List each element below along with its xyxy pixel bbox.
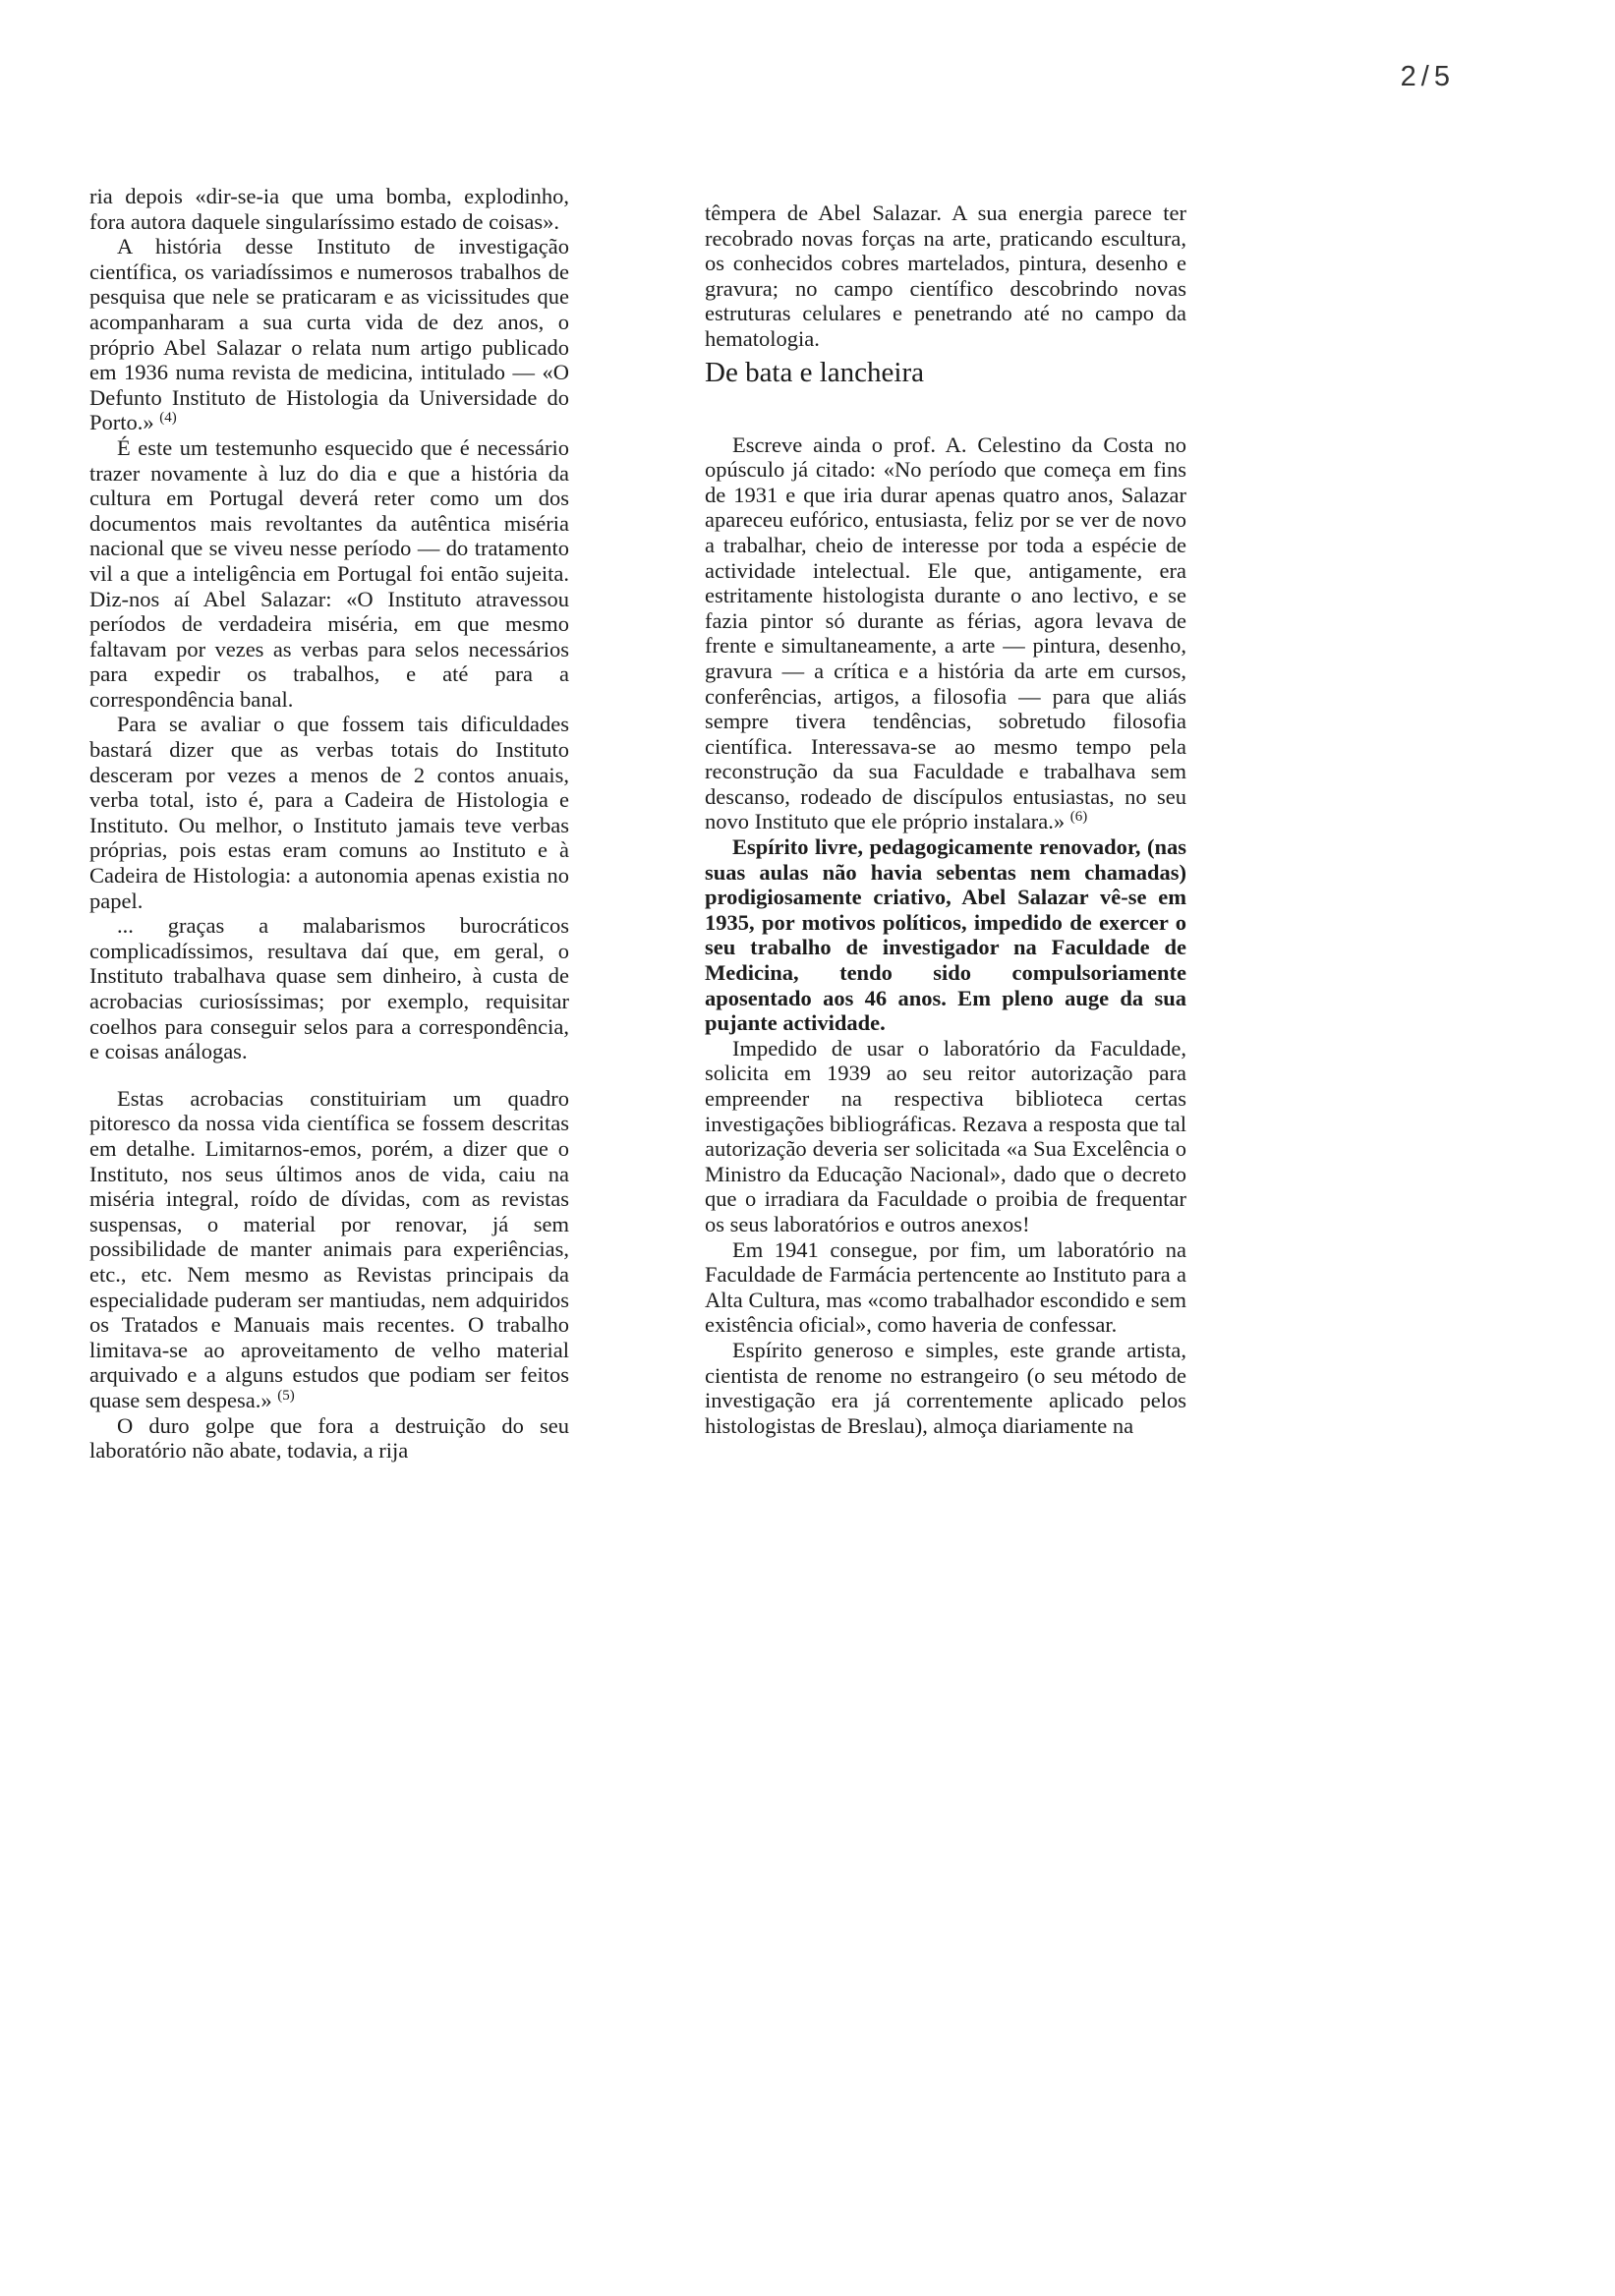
paragraph <box>89 1086 569 1413</box>
paragraph: têmpera de Abel Salazar. A sua energia parece ter recobrado novas forças na arte, praticando escultura, os conhecidos cobres martelados, pintura, desenho e gravura; no campo científico descobrindo novas estruturas celulares e penetrando até no campo da hematologia. <box>705 201 1186 351</box>
footnote-reference: (4) <box>159 410 177 427</box>
left-column <box>89 184 569 1464</box>
paragraph <box>89 712 569 913</box>
paragraph <box>89 435 569 713</box>
paragraph-text: Escreve ainda o prof. A. Celestino da Costa no opúsculo já citado: «No período que começa em fins de 1931 e que iria durar apenas quatro anos, Salazar apareceu eufórico, entusiasta, feliz por se ver de novo a trabalhar, cheio de interesse por toda a espécie de actividade intelectual. Ele que, antigamente, era estritamente histologista durante o ano lectivo, e se fazia pintor só durante as férias, agora levava de frente e simultaneamente, a arte — pintura, desenho, gravura — a crítica e a história da arte em cursos, conferências, artigos, a filosofia — para que aliás sempre tivera tendências, sobretudo filosofia científica. Interessava-se ao mesmo tempo pela reconstrução da sua Faculdade e trabalhava sem descanso, rodeado de discípulos entusiastas, no seu novo Instituto que ele próprio instalara.» <box>705 431 1186 834</box>
paragraph-text: Impedido de usar o laboratório da Faculdade, solicita em 1939 ao seu reitor autorização para empreender na respectiva biblioteca certas investigações bibliográficas. Rezava a resposta que tal autorização deveria ser solicitada «a Sua Excelência o Ministro da Educação Nacional», dado que o decreto que o irradiara da Faculdade o proibia de frequentar os seus laboratórios e outros anexos! <box>705 1035 1186 1236</box>
paragraph <box>705 834 1186 1036</box>
paragraph-text: A história desse Instituto de investigação científica, os variadíssimos e numerosos trabalhos de pesquisa que nele se praticaram e as vicissitudes que acompanharam a sua curta vida de dez anos, o próprio Abel Salazar o relata num artigo publicado em 1936 numa revista de medicina, intitulado — «O Defunto Instituto de Histologia da Universidade do Porto.» <box>89 234 569 435</box>
paragraph-text: ria depois «dir-se-ia que uma bomba, explodinho, fora autora daquele singularíssimo estado de coisas». <box>89 184 569 234</box>
paragraph <box>89 234 569 435</box>
paragraph-text: É este um testemunho esquecido que é necessário trazer novamente à luz do dia e que a história da cultura em Portugal deverá reter como um dos documentos mais revoltantes da autêntica miséria nacional que se viveu nesse período — do tratamento vil a que a inteligência em Portugal foi então sujeita. Diz-nos aí Abel Salazar: «O Instituto atravessou períodos de verdadeira miséria, em que mesmo faltavam por vezes as verbas para selos necessários para expedir os trabalhos, e até para a correspondência banal. <box>89 434 569 712</box>
paragraph <box>705 432 1186 835</box>
paragraph-text: Em 1941 consegue, por fim, um laboratório na Faculdade de Farmácia pertencente ao Instituto para a Alta Cultura, mas «como trabalhador escondido e sem existência oficial», como haveria de confessar. <box>705 1236 1186 1338</box>
paragraph <box>705 1338 1186 1438</box>
paragraph <box>705 1237 1186 1338</box>
paragraph <box>89 1413 569 1464</box>
right-column <box>705 201 1186 1438</box>
paragraph-text: O duro golpe que fora a destruição do seu laboratório não abate, todavia, a rija <box>89 1412 569 1464</box>
paragraph-text: Espírito livre, pedagogicamente renovador, (nas suas aulas não havia sebentas nem chamadas) prodigiosamente criativo, Abel Salazar vê-se em 1935, por motivos políticos, impedido de exercer o seu trabalho de investigador na Faculdade de Medicina, tendo sido compulsoriamente aposentado aos 46 anos. Em pleno auge da sua pujante actividade. <box>705 834 1186 1036</box>
paragraph-text: Espírito generoso e simples, este grande artista, cientista de renome no estrangeiro (o seu método de investigação era já correntemente aplicado pelos histologistas de Breslau), almoça diariamente na <box>705 1337 1186 1438</box>
paragraph <box>89 184 569 234</box>
paragraph-text: Para se avaliar o que fossem tais dificuldades bastará dizer que as verbas totais do Instituto desceram por vezes a menos de 2 contos anuais, verba total, isto é, para a Cadeira de Histologia e Instituto. Ou melhor, o Instituto jamais teve verbas próprias, pois estas eram comuns ao Instituto e à Cadeira de Histologia: a autonomia apenas existia no papel. <box>89 712 569 913</box>
paragraph-text: ... graças a malabarismos burocráticos complicadíssimos, resultava daí que, em geral, o Instituto trabalhava quase sem dinheiro, à custa de acrobacias curiosíssimas; por exemplo, requisitar coelhos para conseguir selos para a correspondência, e coisas análogas. <box>89 913 569 1064</box>
paragraph <box>705 1036 1186 1237</box>
section-heading: De bata e lancheira <box>705 356 924 388</box>
footnote-reference: (5) <box>277 1387 295 1404</box>
paragraph <box>89 913 569 1064</box>
right-column-body <box>705 432 1186 1439</box>
footnote-reference: (6) <box>1069 809 1088 826</box>
paragraph-text: Estas acrobacias constituiriam um quadro pitoresco da nossa vida científica se fossem descritas em detalhe. Limitarnos-emos, porém, a dizer que o Instituto, nos seus últimos anos de vida, caiu na miséria integral, roído de dívidas, com as revistas suspensas, o material por renovar, já sem possibilidade de manter animais para experiências, etc., etc. Nem mesmo as Revistas principais da especialidade puderam ser mantiudas, nem adquiridos os Tratados e Manuais mais recentes. O trabalho limitava-se ao aproveitamento de velho material arquivado e a alguns estudos que podiam ser feitos quase sem despesa.» <box>89 1085 569 1412</box>
page-number: 2/5 <box>1400 61 1455 92</box>
